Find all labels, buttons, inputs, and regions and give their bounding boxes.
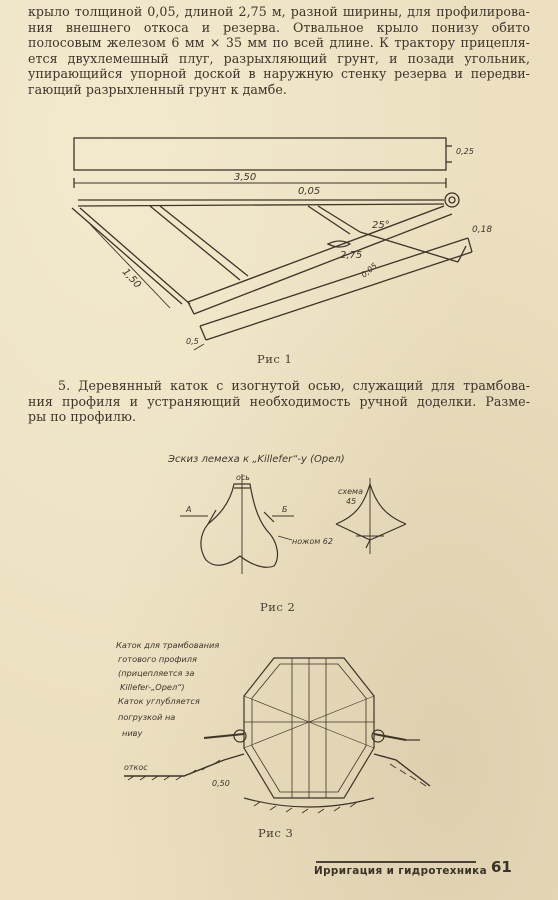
paragraph-1 [28,4,530,98]
paragraph-2-line: 5. Деревянный каток с изогнутой осью, служащий для трамбова- [58,378,530,393]
figure-2-svg [160,444,430,594]
fig2-share [201,484,278,567]
figure-3-svg [104,636,434,822]
fig1-label-length-left: 1,50 [119,266,143,291]
paragraph-1-line: полосовым железом 6 мм × 35 мм по всей длине. К трактору прицепля- [28,35,530,51]
paragraph-2-line: ры по профилю. [28,409,137,425]
paragraph-1-line: крыло толщиной 0,05, длиной 2,75 м, разной ширины, для профилирова- [28,4,530,19]
fig1-label-height-right: 0,25 [456,147,474,156]
fig2-label-a: А [186,505,192,514]
figure-1-svg [60,128,500,352]
figure-3-caption: Рис 3 [258,826,294,840]
fig1-label-angle: 25° [372,220,390,231]
paragraph-1-line: гающий разрыхленный грунт к дамбе. [28,81,287,97]
fig3-note-line: Каток для трамбования [116,640,220,650]
paragraph-2 [28,378,530,425]
fig3-note-line: (прицепляется за [118,668,195,678]
figure-2-drawing [160,444,430,594]
paragraph-2-line: ния профиля и устраняющий необходимость ручной доделки. Разме- [28,393,530,409]
figure-2-caption: Рис 2 [260,600,296,614]
fig3-note-line: погрузкой на [118,712,176,722]
fig1-label-size-small: 0,05 [359,261,379,280]
paragraph-1-line: ния внешнего откоса и резерва. Отвальное крыло понизу обито [28,19,530,35]
fig2-label-b: Б [282,505,288,514]
fig2-label-note: ножом 62 [292,537,333,546]
fig3-note [116,640,219,738]
paragraph-1-line: ется двухлемешный плуг, разрыхляющий грунт, и позади угольник, [28,50,530,66]
figure-3-drawing [104,636,434,822]
figure-1-caption: Рис 1 [257,352,293,366]
fig3-note-line: Каток углубляется [118,696,200,706]
paragraph-1-line: упирающийся упорной доской в наружную стенку резерва и передви- [28,66,530,82]
fig1-board [74,138,446,170]
fig3-note-line: готового профиля [118,654,197,664]
fig1-label-size-bottom: 0,5 [186,337,199,346]
footer-rule [316,861,476,863]
running-title: Ирригация и гидротехника [314,865,488,877]
fig2-title: Эскиз лемеха к „Killefer“-у (Орел) [168,454,345,465]
fig1-label-length-mid: 2,75 [340,250,363,261]
fig1-label-length-top: 3,50 [234,172,257,183]
fig1-label-size-right: 0,18 [472,225,493,235]
figure-1-drawing [60,128,500,352]
fig2-label-angle: 45 [346,497,357,506]
fig2-label-scheme: схема [338,487,363,496]
fig3-label-bottom: 0,50 [212,779,230,788]
fig3-label-left: откос [124,763,148,772]
fig1-label-width-top: 0,05 [298,186,321,197]
fig3-note-line: Killefer-„Орел“) [120,682,185,692]
page-number: 61 [491,858,512,876]
fig2-label-top: ось [236,473,251,482]
fig3-note-line: ниву [122,728,143,738]
